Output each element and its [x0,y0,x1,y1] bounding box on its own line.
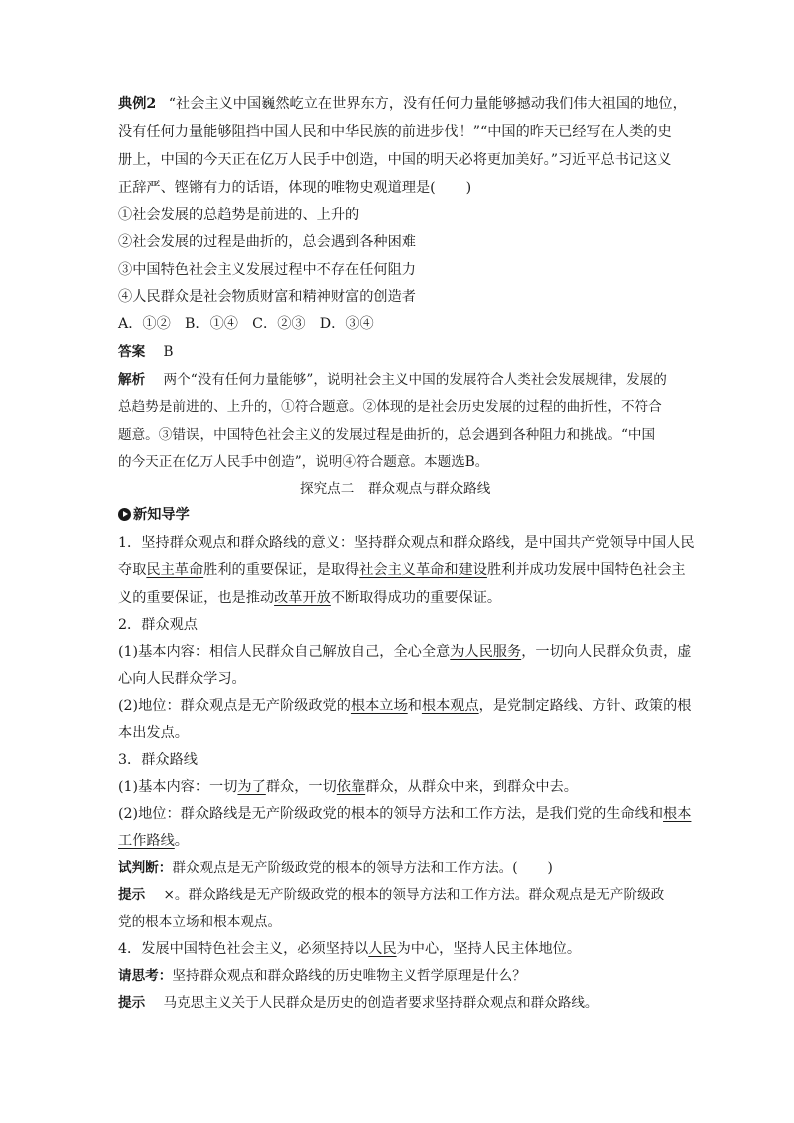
answer-choices: A．①② B．①④ C．②③ D．③④ [118,316,374,332]
analysis-label: 解析 [118,372,146,388]
section-title: 探究点二 群众观点与群众路线 [300,481,491,497]
hint-1-line-1: 提示 ×。群众路线是无产阶级政党的根本的领导方法和工作方法。群众观点是无产阶级政 [118,887,665,903]
option-2: ②社会发展的过程是曲折的，总会遇到各种困难 [118,234,416,250]
analysis-line-2: 总趋势是前进的、上升的，①符合题意。②体现的是社会历史发展的过程的曲折性，不符合 [118,399,662,415]
think-line: 请思考：坚持群众观点和群众路线的历史唯物主义哲学原理是什么？ [118,968,526,984]
blank-serve-people: 为人民服务 [450,644,522,660]
analysis-line-1: 解析 两个“没有任何力量能够”，说明社会主义中国的发展符合人类社会发展规律，发展的 [118,372,667,388]
blank-democratic-revolution: 民主革命 [146,562,204,578]
blank-rely-on: 依靠 [336,779,366,795]
hint-2-label: 提示 [118,995,146,1011]
point-3-content-2-cont: 工作路线。 [118,833,189,849]
point-3-content-1: (1)基本内容：一切为了群众，一切依靠群众，从群众中来，到群众中去。 [118,779,578,795]
blank-for: 为了 [237,779,266,795]
judge-label: 试判断： [118,860,173,876]
point-1-line-1: 1．坚持群众观点和群众路线的意义：坚持群众观点和群众路线，是中国共产党领导中国人民 [118,535,695,551]
option-4: ④人民群众是社会物质财富和精神财富的创造者 [118,289,416,305]
analysis-line-3: 题意。③错误，中国特色社会主义的发展过程是曲折的，总会遇到各种阻力和挑战。“中国 [118,427,656,443]
point-1-line-3: 义的重要保证，也是推动改革开放不断取得成功的重要保证。 [118,590,502,606]
hint-1-line-2: 党的根本立场和根本观点。 [118,914,282,930]
blank-reform-opening: 改革开放 [274,590,331,606]
example-line-4: 正辞严、铿锵有力的话语，体现的唯物史观道理是( ) [118,180,472,196]
point-2-content-1: (1)基本内容：相信人民群众自己解放自己，全心全意为人民服务，一切向人民群众负责，虚 [118,644,692,660]
answer-label: 答案 [118,344,146,360]
example-line-1: 典例2 “社会主义中国巍然屹立在世界东方，没有任何力量能够撼动我们伟大祖国的地位， [118,96,687,112]
option-1: ①社会发展的总趋势是前进的、上升的 [118,207,360,223]
answer-value: B [163,344,174,360]
point-1-line-2: 夺取民主革命胜利的重要保证，是取得社会主义革命和建设胜利并成功发展中国特色社会主 [118,562,686,578]
analysis-line-4: 的今天正在亿万人民手中创造”，说明④符合题意。本题选B。 [118,454,489,470]
blank-fundamental-view: 根本观点 [421,698,479,714]
judge-line: 试判断：群众观点是无产阶级政党的根本的领导方法和工作方法。( ) [118,860,553,876]
play-circle-icon [118,508,131,521]
point-3-content-2: (2)地位：群众路线是无产阶级政党的根本的领导方法和工作方法，是我们党的生命线和根本 [118,806,692,822]
example-label: 典例2 [118,96,157,112]
point-2-title: 2．群众观点 [118,617,198,633]
point-3-title: 3．群众路线 [118,752,198,768]
point-2-content-2-cont: 本出发点。 [118,725,189,741]
point-2-content-1-cont: 心向人民群众学习。 [118,671,246,687]
blank-fundamental: 根本 [663,806,692,822]
blank-socialist-revolution: 社会主义革命和建设 [359,562,487,578]
point-2-content-2: (2)地位：群众观点是无产阶级政党的根本立场和根本观点，是党制定路线、方针、政策的根 [118,698,692,714]
blank-work-line: 工作路线 [118,833,175,849]
answer-line [118,342,174,362]
example-line-2: 没有任何力量能够阻挡中国人民和中华民族的前进步伐！”“中国的昨天已经写在人类的史 [118,124,672,140]
hint-2-line: 提示 马克思主义关于人民群众是历史的创造者要求坚持群众观点和群众路线。 [118,995,599,1011]
think-label: 请思考： [118,968,173,984]
blank-fundamental-stand: 根本立场 [350,698,408,714]
option-3: ③中国特色社会主义发展过程中不存在任何阻力 [118,262,416,278]
guide-heading: 新知导学 [118,505,190,525]
point-4: 4．发展中国特色社会主义，必须坚持以人民为中心，坚持人民主体地位。 [118,941,582,957]
example-line-3: 册上，中国的今天正在亿万人民手中创造，中国的明天必将更加美好。”习近平总书记这义 [118,152,672,168]
hint-1-label: 提示 [118,887,146,903]
blank-people: 人民 [368,941,397,957]
